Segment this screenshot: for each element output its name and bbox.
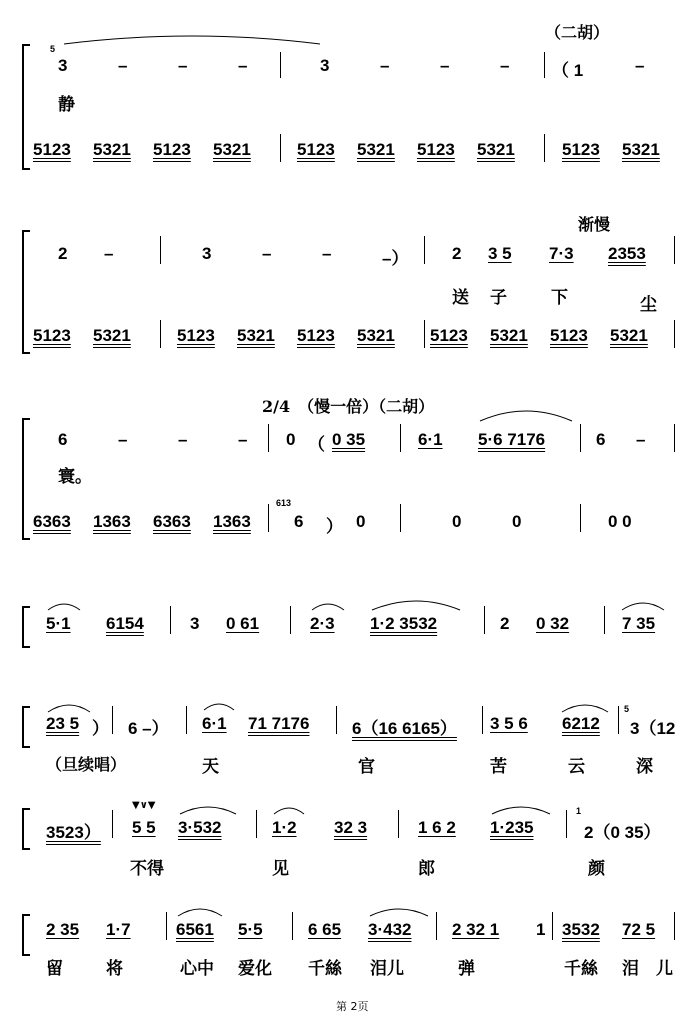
slur — [368, 904, 430, 918]
note-group: 6363 — [33, 512, 71, 531]
note: ） — [326, 517, 343, 536]
lyric: 颜 — [588, 859, 605, 879]
note: – — [118, 430, 128, 449]
barline — [292, 912, 293, 940]
lyric: 深 — [636, 757, 653, 777]
barline — [436, 912, 437, 940]
lyric: 千絲 — [308, 959, 342, 979]
lyric: 爱化 — [238, 959, 272, 979]
note: 3（12 — [630, 719, 676, 738]
note-group: 6 65 — [308, 920, 342, 939]
note-group: 5321 — [610, 326, 648, 345]
note: – — [635, 56, 645, 75]
tempo-mark: 渐慢 — [578, 215, 611, 234]
lyric: 郎 — [418, 859, 435, 879]
lyric: 云 — [568, 757, 585, 777]
grace-note: 5 — [624, 704, 630, 714]
erhu-label: （二胡） — [545, 23, 610, 42]
note: 6 — [294, 512, 304, 531]
note-group: 3·432 — [368, 920, 412, 939]
note: – — [262, 244, 272, 263]
lyric: 寰。 — [58, 467, 92, 487]
barline — [544, 52, 545, 78]
note-group: 3523） — [46, 823, 101, 842]
barline — [268, 424, 269, 452]
barline — [674, 236, 675, 264]
tempo-mark: 2/4 （慢一倍）（二胡） — [262, 397, 435, 416]
note-group: 1363 — [213, 512, 251, 531]
note-group: 5123 — [430, 326, 468, 345]
note: （ 1 — [552, 61, 584, 80]
note-group: 3 5 6 — [490, 714, 528, 733]
lyric: 不得 — [130, 859, 164, 879]
note-group: 2·3 — [310, 614, 335, 633]
slur — [370, 596, 462, 612]
note: 6 –） — [128, 719, 169, 738]
note: – — [178, 56, 188, 75]
lyric: 泪儿 — [370, 959, 404, 979]
note-group: 1·2 — [272, 818, 297, 837]
barline — [256, 810, 257, 838]
lyric: 子 — [490, 288, 507, 308]
barline — [482, 706, 483, 734]
note-group: 5123 — [562, 140, 600, 159]
lyric: 千絲 — [564, 959, 598, 979]
system-brace-7 — [22, 914, 24, 956]
slur — [46, 600, 82, 612]
note-group: 5 5 — [132, 818, 156, 837]
barline — [160, 320, 161, 348]
barline — [580, 424, 581, 452]
note-group: 7·3 — [549, 244, 574, 263]
note: 0 — [286, 430, 296, 449]
note: –） — [382, 249, 409, 268]
note: – — [636, 430, 646, 449]
note-group: 0 61 — [226, 614, 260, 633]
lyric: 下 — [551, 288, 568, 308]
barline — [160, 236, 161, 264]
note-group: 71 7176 — [248, 714, 310, 733]
note-group: 3·532 — [178, 818, 222, 837]
note-group: 6212 — [562, 714, 600, 733]
note: – — [238, 56, 248, 75]
barline — [268, 504, 269, 532]
lyric: 官 — [358, 757, 375, 777]
note-group: 5123 — [297, 140, 335, 159]
grace-note: 613 — [276, 498, 292, 508]
lyric: 泪 — [622, 959, 639, 979]
note: – — [380, 56, 390, 75]
note-group: 1363 — [93, 512, 131, 531]
note: 3 — [58, 56, 68, 75]
barline — [112, 706, 113, 734]
system-brace-1 — [22, 44, 24, 170]
note: – — [178, 430, 188, 449]
note: – — [322, 244, 332, 263]
note: 0 — [512, 512, 522, 531]
barline — [604, 606, 605, 634]
barline — [186, 706, 187, 734]
lyric: 尘 — [640, 295, 657, 315]
grace-note: 1 — [576, 806, 582, 816]
slur — [272, 804, 306, 816]
barline — [400, 424, 401, 452]
slur — [620, 598, 666, 612]
lyric: 苦 — [490, 757, 507, 777]
note: 6 — [596, 430, 606, 449]
note-group: 32 3 — [334, 818, 368, 837]
barline — [170, 606, 171, 634]
note-group: 7 35 — [622, 614, 656, 633]
barline — [290, 606, 291, 634]
note: 3 — [202, 244, 212, 263]
barline — [552, 912, 553, 940]
note-group: 1·7 — [106, 920, 131, 939]
note-group: 72 5 — [622, 920, 656, 939]
note-group: 2（0 35） — [584, 823, 661, 842]
lyric: 心中 — [180, 959, 214, 979]
note: （ — [308, 435, 325, 454]
slur — [202, 700, 236, 712]
lyric: 将 — [106, 959, 123, 979]
barline — [580, 504, 581, 532]
note-group: 5321 — [93, 326, 131, 345]
barline — [674, 912, 675, 940]
lyric: 见 — [272, 859, 289, 879]
lyric: 弹 — [458, 959, 475, 979]
lyric: 送 — [452, 288, 469, 308]
note-group: 23 5 — [46, 714, 80, 733]
slur — [46, 700, 92, 714]
note-group: 6·1 — [202, 714, 227, 733]
note: – — [440, 56, 450, 75]
slur — [560, 700, 610, 714]
note-group: 5321 — [622, 140, 660, 159]
lyric: 留 — [46, 959, 63, 979]
note: 6 — [58, 430, 68, 449]
note-group: 1·235 — [490, 818, 534, 837]
singer-label: （旦续唱） — [46, 755, 127, 774]
note: 2 — [452, 244, 462, 263]
note-group: 5123 — [33, 326, 71, 345]
note: – — [238, 430, 248, 449]
barline — [336, 706, 337, 734]
grace-note: 5 — [50, 44, 56, 54]
slur — [490, 802, 552, 816]
note-group: 5321 — [237, 326, 275, 345]
note: – — [104, 244, 114, 263]
note: 3 — [320, 56, 330, 75]
system-brace-4 — [22, 606, 24, 648]
slur — [310, 600, 346, 612]
note-group: 5123 — [153, 140, 191, 159]
note-group: 5123 — [417, 140, 455, 159]
note-group: 3532 — [562, 920, 600, 939]
note-group: 1·2 3532 — [370, 614, 438, 633]
note-group: 1 6 2 — [418, 818, 456, 837]
note-group: 5123 — [550, 326, 588, 345]
barline — [544, 134, 545, 162]
note-group: 6·1 — [418, 430, 443, 449]
note: 0 0 — [608, 512, 632, 531]
note-group: 5·1 — [46, 614, 71, 633]
barline — [400, 504, 401, 532]
breath-mark: ▼∨▼ — [132, 800, 156, 811]
note-group: 6561 — [176, 920, 214, 939]
barline — [112, 810, 113, 838]
lyric: 天 — [202, 757, 219, 777]
note-group: 2 35 — [46, 920, 80, 939]
note: 1 — [536, 920, 546, 939]
barline — [424, 236, 425, 264]
page-number: 第 2页 — [336, 1000, 369, 1013]
note: 3 — [190, 614, 200, 633]
note-group: 5123 — [33, 140, 71, 159]
note-group: 5321 — [93, 140, 131, 159]
note: – — [500, 56, 510, 75]
barline — [674, 424, 675, 452]
note-group: 3 5 — [488, 244, 512, 263]
note: 2 — [58, 244, 68, 263]
note-group: 5321 — [490, 326, 528, 345]
note: ） — [92, 719, 109, 738]
note-group: 5321 — [357, 326, 395, 345]
note-group: 0 35 — [332, 430, 366, 449]
slur — [178, 802, 238, 816]
note-group: 6363 — [153, 512, 191, 531]
note: 2 — [500, 614, 510, 633]
slur-row3 — [478, 405, 574, 423]
lyric: 儿 — [656, 959, 673, 979]
note-group: 5123 — [177, 326, 215, 345]
note-group: 5321 — [213, 140, 251, 159]
system-brace-2 — [22, 230, 24, 354]
barline — [618, 706, 619, 734]
barline — [674, 320, 675, 348]
note-group: 2353 — [608, 244, 646, 263]
barline — [398, 810, 399, 838]
note-group: 5·6 7176 — [478, 430, 546, 449]
note-group: 5321 — [477, 140, 515, 159]
slur-row1 — [62, 32, 324, 46]
note-group: 5321 — [357, 140, 395, 159]
lyric: 静 — [58, 95, 75, 115]
barline — [566, 810, 567, 838]
barline — [166, 912, 167, 940]
note-group: 2 32 1 — [452, 920, 500, 939]
note: 0 — [356, 512, 366, 531]
system-brace-6 — [22, 808, 24, 850]
slur — [176, 904, 224, 918]
barline — [484, 606, 485, 634]
note: 0 — [452, 512, 462, 531]
note-group: 6（16 6165） — [352, 719, 457, 738]
barline — [424, 320, 425, 348]
system-brace-3 — [22, 418, 24, 540]
barline — [280, 52, 281, 78]
system-brace-5 — [22, 706, 24, 748]
note-group: 5·5 — [238, 920, 263, 939]
note: – — [118, 56, 128, 75]
note-group: 5123 — [297, 326, 335, 345]
note-group: 0 32 — [536, 614, 570, 633]
note-group: 6154 — [106, 614, 144, 633]
barline — [280, 134, 281, 162]
